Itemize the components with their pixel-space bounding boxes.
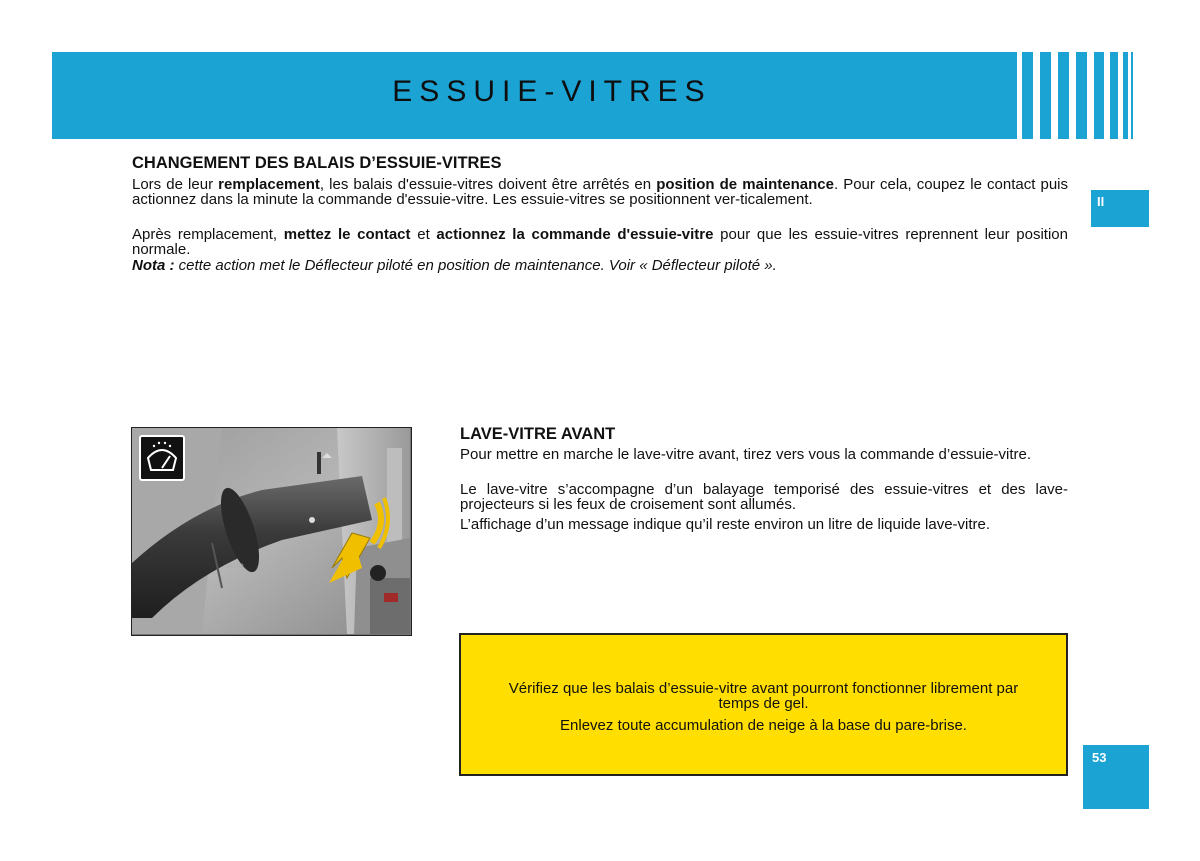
nota-text: cette action met le Déflecteur piloté en position de maintenance. Voir « Déflecteur piloté ». (174, 257, 777, 274)
paragraph-lave-vitre-1: Pour mettre en marche le lave-vitre avant, tirez vers vous la commande d’essuie-vitre. (460, 446, 1032, 463)
warning-line-2: Enlevez toute accumulation de neige à la base du pare-brise. (560, 717, 967, 734)
page-number-tab (1083, 745, 1149, 809)
text: Lors de leur (132, 176, 219, 193)
windscreen-washer-icon (140, 436, 184, 480)
warning-line-1: Vérifiez que les balais d’essuie-vitre avant pourront fonctionner librement par temps de gel. (508, 680, 1019, 712)
wiper-stalk-photo (131, 427, 412, 636)
header-stripe (1110, 52, 1118, 139)
chapter-label: II (1097, 194, 1105, 209)
text: . Pour cela, coupez le contact puis actionnez dans la minute la commande d'essuie-vitre. Les essuie-vitres se positionnent ver-ticalement. (132, 176, 1068, 208)
bold-text: actionnez la commande d'essuie-vitre (436, 226, 714, 243)
header-stripe (1076, 52, 1087, 139)
text: Après remplacement, (132, 226, 284, 243)
paragraph-remplacement (132, 177, 1068, 207)
header-stripe (1058, 52, 1069, 139)
section-heading-lave-vitre: LAVE-VITRE AVANT (460, 425, 616, 443)
bold-text: mettez le contact (283, 226, 411, 243)
text: pour que les essuie-vitres reprennent leur position normale. (132, 226, 1068, 258)
paragraph-lave-vitre-2: Le lave-vitre s’accompagne d’un balayage temporisé des essuie-vitres et des lave-projecteurs si les feux de croisement sont allumés. (460, 481, 1068, 513)
page-number: 53 (1092, 750, 1107, 765)
header-stripe (1094, 52, 1104, 139)
header-stripe (1131, 52, 1133, 139)
paragraph-apres-remplacement (132, 227, 1068, 257)
section-heading-balais: CHANGEMENT DES BALAIS D’ESSUIE-VITRES (132, 154, 502, 172)
warning-box (459, 633, 1068, 776)
chapter-tab (1091, 190, 1149, 227)
bold-text: remplacement (218, 176, 320, 193)
text: , les balais d'essuie-vitres doivent être arrêtés en (319, 176, 657, 193)
text: et (410, 226, 437, 243)
wiper-stalk-illustration (132, 428, 410, 634)
nota-label: Nota : (132, 257, 175, 274)
paragraph-lave-vitre-3: L’affichage d’un message indique qu’il reste environ un litre de liquide lave-vitre. (460, 516, 991, 533)
stalk-marking: AUTO (227, 564, 244, 570)
page-title: ESSUIE-VITRES (392, 75, 712, 108)
nota-paragraph (132, 258, 1068, 273)
bold-text: position de maintenance (656, 176, 834, 193)
header-stripe (1123, 52, 1128, 139)
